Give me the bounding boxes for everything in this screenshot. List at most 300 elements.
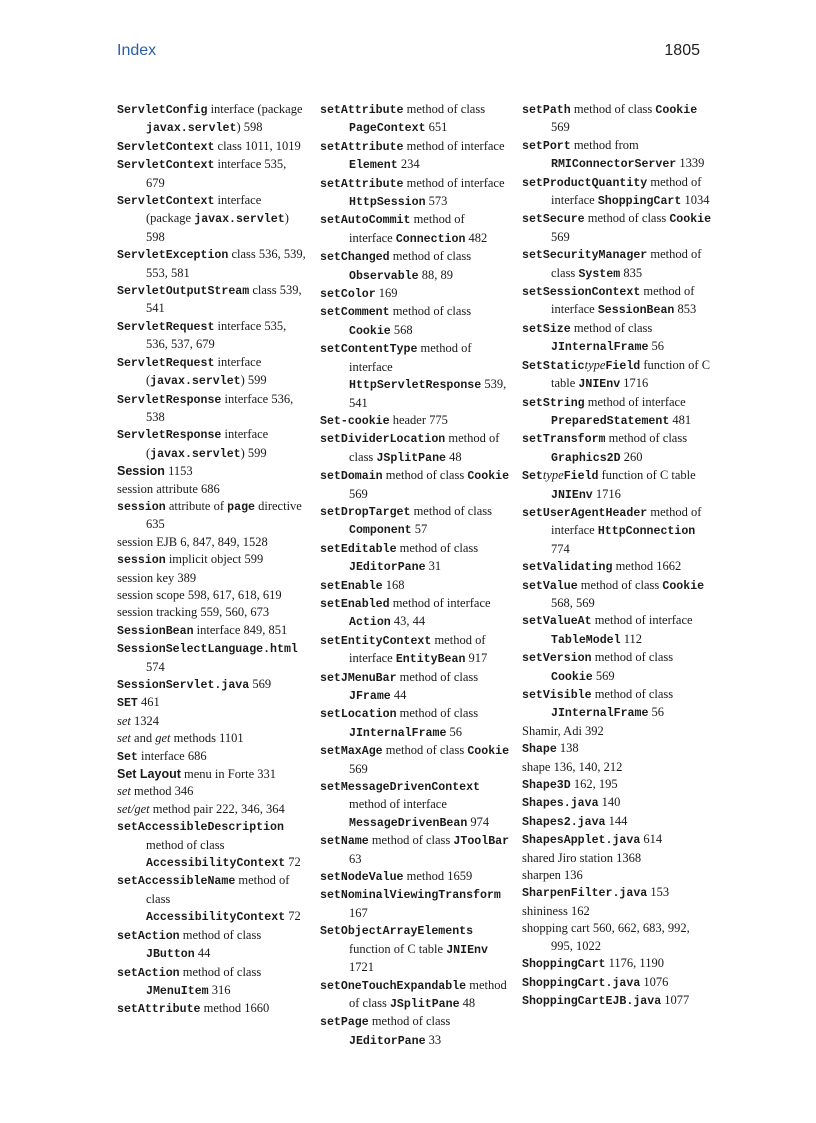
index-entry	[117, 318, 307, 354]
entry-text: method of class	[403, 102, 486, 116]
entry-text: session attribute 686	[117, 481, 220, 496]
italic-term: set	[117, 731, 131, 746]
entry-text: 1716	[592, 486, 621, 501]
index-entry	[117, 282, 307, 318]
index-entry	[320, 868, 510, 886]
entry-text: 917	[465, 651, 488, 666]
code-term: SET	[117, 697, 138, 711]
code-term: JToolBar	[453, 835, 510, 849]
code-term: Shape3D	[522, 779, 571, 793]
entry-text: shared Jiro station 1368	[522, 850, 642, 865]
index-entry	[522, 759, 712, 776]
entry-text: 569	[551, 120, 570, 135]
entry-text: 573	[425, 194, 448, 209]
index-entry	[117, 604, 307, 621]
entry-text: interface 536, 538	[146, 391, 294, 424]
entry-text: 539, 541	[349, 377, 507, 410]
index-entry	[522, 776, 712, 794]
index-entry	[522, 394, 712, 431]
code-term: ServletContext	[117, 140, 215, 154]
index-entry	[320, 832, 510, 868]
code-term: setOneTouchExpandable	[320, 979, 467, 993]
code-term: System	[578, 267, 621, 281]
entry-text: ) 598	[146, 211, 289, 244]
entry-text: 57	[411, 522, 428, 537]
index-entry	[522, 867, 712, 884]
code-term: javax.servlet	[194, 213, 285, 227]
entry-text: method of class	[382, 743, 468, 758]
entry-text: class 1011, 1019	[214, 138, 301, 153]
code-term: Set	[117, 750, 138, 764]
code-term: ServletOutputStream	[117, 285, 250, 299]
entry-text: interface 535, 679	[146, 157, 287, 190]
code-term: SetObjectArrayElements	[320, 925, 474, 939]
code-term: setPage	[320, 1016, 369, 1030]
index-entry	[117, 156, 307, 192]
index-entry	[320, 503, 510, 540]
entry-text: method of class	[570, 102, 656, 116]
index-entry	[522, 649, 712, 686]
code-term: JEditorPane	[349, 561, 426, 575]
entry-text: interface (package	[146, 193, 262, 226]
entry-text: method of interface	[349, 341, 472, 374]
code-term: javax.servlet	[150, 447, 241, 461]
entry-text: 1324	[130, 713, 160, 728]
entry-text: menu in Forte 331	[180, 767, 277, 782]
index-entry	[522, 955, 712, 973]
index-entry	[117, 622, 307, 640]
entry-text: 1339	[676, 156, 705, 171]
index-entry	[117, 463, 307, 480]
entry-text: ) 599	[240, 373, 267, 388]
entry-text: 48	[459, 995, 476, 1010]
entry-text: 167	[349, 905, 368, 920]
index-entry	[320, 632, 510, 669]
index-entry	[117, 426, 307, 463]
entry-text: 169	[375, 286, 398, 301]
code-term: AccessibilityContext	[146, 911, 286, 925]
entry-text: method of interface	[403, 138, 505, 153]
index-entry	[522, 723, 712, 740]
code-term: SessionSelectLanguage.html	[117, 643, 298, 657]
entry-text: 234	[397, 157, 420, 172]
index-entry	[522, 740, 712, 758]
entry-text: 1076	[640, 974, 669, 989]
code-term: EntityBean	[395, 653, 466, 667]
italic-term: get	[155, 731, 171, 746]
entry-text: method of interface	[551, 174, 702, 208]
entry-text: ) 598	[236, 120, 263, 135]
entry-text: 1721	[349, 960, 374, 975]
index-entry	[522, 101, 712, 137]
entry-text: interface 686	[137, 748, 207, 763]
entry-text: 31	[425, 559, 442, 574]
index-entry	[320, 101, 510, 138]
code-term: JMenuItem	[146, 984, 209, 998]
entry-text: method of class	[570, 320, 653, 335]
code-term: setNodeValue	[320, 871, 404, 885]
index-entry	[117, 570, 307, 587]
entry-text: method of interface	[584, 394, 686, 409]
entry-text: 48	[446, 449, 462, 464]
code-term: javax.servlet	[146, 122, 237, 136]
entry-text: method of class	[389, 304, 472, 319]
entry-text: method of class	[410, 503, 493, 518]
code-term: setProductQuantity	[522, 176, 648, 190]
code-term: SessionServlet.java	[117, 679, 250, 692]
entry-text: interface 535, 536, 537, 679	[146, 318, 287, 352]
code-term: setValueAt	[522, 615, 592, 629]
code-term: ServletResponse	[117, 429, 222, 443]
code-term: HttpConnection	[597, 525, 696, 539]
code-term: Set-cookie	[320, 414, 390, 428]
entry-text: method 1659	[403, 869, 473, 884]
index-entry	[117, 676, 307, 694]
entry-text: 569	[349, 761, 368, 776]
entry-text: sharpen 136	[522, 868, 583, 883]
code-term: setEnable	[320, 579, 383, 593]
entry-text: function of C table	[598, 468, 696, 483]
entry-text: 138	[556, 741, 579, 756]
code-term: RMIConnectorServer	[551, 158, 677, 172]
entry-text: method of interface	[591, 613, 693, 628]
entry-text: 774	[551, 541, 570, 556]
index-entry	[522, 850, 712, 867]
entry-text: method from	[570, 137, 639, 152]
index-entry	[117, 354, 307, 391]
entry-text: 568	[390, 322, 413, 337]
index-entry	[117, 713, 307, 730]
code-term: Component	[349, 524, 412, 538]
entry-text: interface (	[146, 354, 262, 388]
index-entry	[522, 430, 712, 467]
code-term: setAttribute	[320, 177, 404, 191]
entry-text: 162, 195	[570, 777, 618, 792]
code-term: Cookie	[467, 745, 510, 759]
code-term: setDividerLocation	[320, 433, 446, 447]
index-entry	[522, 137, 712, 174]
entry-text: shininess 162	[522, 903, 590, 918]
code-term: Cookie	[551, 670, 593, 684]
index-entry	[320, 778, 510, 832]
index-column-2	[320, 101, 510, 1050]
index-entry	[522, 467, 712, 504]
entry-text: and	[130, 731, 156, 746]
index-entry	[522, 283, 712, 320]
entry-text: 63	[349, 851, 362, 866]
code-term: setValue	[522, 579, 578, 593]
index-entry	[117, 783, 307, 800]
index-entry	[320, 577, 510, 595]
entry-text: 482	[465, 230, 488, 245]
code-term: HttpSession	[349, 196, 426, 210]
code-term: setNominalViewingTransform	[320, 889, 501, 903]
index-entry	[522, 884, 712, 902]
code-term: PreparedStatement	[551, 414, 670, 428]
entry-text: 44	[390, 688, 407, 702]
index-entry	[522, 577, 712, 613]
code-term: SessionBean	[117, 624, 194, 638]
code-term: JNIEnv	[446, 943, 488, 957]
index-entry	[117, 551, 307, 569]
index-entry	[117, 1000, 307, 1018]
index-entry	[320, 285, 510, 303]
italic-term: set	[117, 713, 131, 728]
index-entry	[522, 831, 712, 849]
code-term: ServletRequest	[117, 356, 215, 370]
code-term: JSplitPane	[376, 451, 447, 465]
index-entry	[522, 246, 712, 283]
index-entry	[117, 534, 307, 551]
code-term: ServletConfig	[117, 104, 208, 117]
index-entry	[522, 612, 712, 649]
entry-text: method of class	[551, 247, 702, 280]
entry-text: session tracking 559, 560, 673	[117, 605, 270, 620]
entry-text: 56	[648, 705, 665, 720]
entry-text: 88, 89	[418, 267, 453, 282]
code-term: Set	[522, 470, 543, 484]
index-entry	[522, 686, 712, 723]
code-term: Action	[349, 616, 391, 630]
code-term: AccessibilityContext	[146, 857, 286, 871]
index-entry	[522, 813, 712, 831]
index-entry	[522, 974, 712, 992]
entry-text: method of class	[349, 977, 507, 1010]
entry-text: 1153	[164, 464, 193, 479]
index-column-3	[522, 101, 712, 1010]
code-term: setColor	[320, 288, 376, 302]
index-entry	[117, 818, 307, 872]
italic-term: type	[542, 468, 564, 483]
entry-text: interface 849, 851	[193, 622, 288, 637]
entry-text: session scope 598, 617, 618, 619	[117, 587, 282, 602]
index-entry	[117, 101, 307, 138]
entry-text: 835	[620, 265, 643, 280]
code-term: setLocation	[320, 708, 397, 722]
entry-text: 168	[382, 577, 405, 592]
index-entry	[320, 922, 510, 976]
code-term: TableModel	[551, 633, 621, 647]
code-term: ShoppingCartEJB.java	[522, 994, 662, 1008]
index-entry	[117, 927, 307, 964]
code-term: JInternalFrame	[349, 726, 447, 740]
entry-text: function of C table	[551, 357, 711, 391]
code-term: Cookie	[655, 104, 698, 117]
code-term: ServletContext	[117, 195, 215, 209]
entry-text: 33	[425, 1032, 442, 1047]
code-term: setDropTarget	[320, 505, 411, 519]
code-term: JInternalFrame	[551, 341, 649, 355]
index-entry	[522, 920, 712, 955]
entry-text: method of class	[591, 687, 674, 701]
index-entry	[117, 498, 307, 534]
code-term: ShapesApplet.java	[522, 834, 641, 848]
entry-text: method of class	[349, 431, 500, 464]
entry-text: header 775	[389, 412, 448, 427]
entry-text: 1034	[681, 193, 710, 208]
code-term: setAttribute	[320, 104, 404, 117]
code-term: SessionBean	[597, 304, 675, 318]
entry-text: method 1660	[200, 1001, 270, 1016]
entry-text: method of class	[605, 431, 688, 446]
code-term: session	[117, 554, 166, 568]
code-term: setAccessibleDescription	[117, 821, 284, 835]
code-term: ServletContext	[117, 159, 215, 173]
code-term: Cookie	[662, 579, 705, 593]
index-entry	[522, 504, 712, 558]
index-entry	[117, 391, 307, 427]
code-term: JFrame	[349, 690, 391, 703]
entry-text: method of interface	[349, 212, 465, 245]
index-entry	[117, 730, 307, 747]
index-entry	[320, 412, 510, 430]
code-term: setMaxAge	[320, 745, 383, 759]
code-term: Field	[605, 359, 641, 373]
entry-text: 44	[194, 946, 211, 961]
code-term: Shape	[522, 743, 557, 757]
index-entry	[117, 640, 307, 676]
index-column-1	[117, 101, 307, 1019]
index-entry	[117, 192, 307, 246]
index-entry	[320, 430, 510, 467]
index-entry	[522, 357, 712, 394]
code-term: JInternalFrame	[551, 707, 649, 721]
entry-text: method of class	[146, 873, 290, 906]
bold-term: Set Layout	[117, 767, 181, 782]
entry-text: function of C table	[349, 941, 447, 956]
code-term: setTransform	[522, 433, 606, 447]
entry-text: directive 635	[146, 498, 302, 532]
code-term: Connection	[395, 232, 466, 246]
entry-text: 1176, 1190	[605, 956, 664, 971]
index-entry	[522, 320, 712, 357]
code-term: setPort	[522, 139, 571, 153]
index-entry	[117, 801, 307, 818]
page-number: 1805	[664, 42, 700, 59]
entry-text: method 1662	[612, 559, 682, 574]
code-term: javax.servlet	[150, 375, 241, 389]
entry-text: 153	[647, 885, 670, 900]
entry-text: attribute of	[165, 498, 228, 513]
code-term: ServletException	[117, 249, 229, 263]
entry-text: method of interface	[551, 504, 702, 538]
code-term: JNIEnv	[551, 488, 593, 502]
code-term: session	[117, 500, 166, 514]
code-term: setName	[320, 835, 369, 849]
code-term: ShoppingCart	[522, 958, 606, 972]
entry-text: 72	[285, 909, 301, 924]
entry-text: 569	[249, 677, 272, 691]
entry-text: implicit object 599	[165, 552, 264, 567]
code-term: setAttribute	[117, 1003, 201, 1017]
code-term: setDomain	[320, 470, 383, 484]
entry-text: 974	[467, 814, 490, 829]
bold-term: Session	[117, 464, 165, 479]
index-entry	[522, 903, 712, 920]
entry-text: method of interface	[389, 595, 491, 610]
index-entry	[320, 467, 510, 503]
italic-term: set	[117, 784, 131, 799]
index-entry	[117, 766, 307, 783]
index-entry	[522, 992, 712, 1010]
entry-text: method of class	[396, 540, 479, 555]
index-entry	[522, 558, 712, 576]
index-entry	[117, 246, 307, 282]
code-term: ShoppingCart	[597, 195, 682, 209]
entry-text: 72	[285, 855, 301, 870]
entry-text: 651	[425, 120, 448, 135]
code-term: PageContext	[349, 122, 426, 136]
code-term: Graphics2D	[551, 451, 621, 465]
code-term: setComment	[320, 306, 390, 320]
entry-text: interface (package	[207, 102, 303, 116]
code-term: Shapes2.java	[522, 815, 606, 829]
entry-text: 260	[620, 449, 643, 464]
entry-text: method of interface	[403, 175, 505, 190]
code-term: setAutoCommit	[320, 214, 411, 228]
entry-text: method of class	[146, 837, 225, 852]
code-term: JNIEnv	[578, 378, 621, 392]
code-term: JButton	[146, 948, 195, 962]
entry-text: method 346	[130, 784, 194, 799]
code-term: setSessionContext	[522, 286, 641, 300]
entry-text: 569	[592, 668, 615, 683]
code-term: MessageDrivenBean	[349, 816, 468, 830]
entry-text: method of interface	[349, 797, 447, 812]
entry-text: Shamir, Adi 392	[522, 723, 604, 738]
code-term: setChanged	[320, 251, 390, 265]
italic-term: set/get	[117, 801, 150, 816]
code-term: setEditable	[320, 542, 397, 556]
index-entry	[117, 694, 307, 712]
code-term: Cookie	[467, 470, 510, 484]
entry-text: method of class	[396, 706, 479, 721]
index-entry	[117, 964, 307, 1001]
entry-text: 112	[620, 631, 642, 646]
code-term: setContentType	[320, 343, 418, 357]
entry-text: ) 599	[240, 445, 267, 460]
index-entry	[522, 174, 712, 211]
code-term: Element	[349, 159, 398, 173]
entry-text: 569	[551, 229, 570, 244]
code-term: setAttribute	[320, 140, 404, 154]
entry-text: 43, 44	[390, 614, 426, 629]
index-entry	[320, 211, 510, 248]
entry-text: method of class	[584, 211, 670, 226]
index-entry	[117, 872, 307, 926]
entry-text: 853	[674, 302, 697, 317]
index-entry	[320, 248, 510, 285]
code-term: setEnabled	[320, 597, 390, 611]
index-entry	[117, 138, 307, 156]
index-entry	[522, 210, 712, 246]
code-term: Cookie	[669, 213, 712, 227]
entry-text: method of class	[389, 249, 472, 264]
index-entry	[320, 540, 510, 577]
code-term: setMessageDrivenContext	[320, 781, 481, 795]
entry-text: 316	[208, 982, 231, 997]
index-entry	[320, 1013, 510, 1050]
entry-text: 56	[648, 339, 665, 354]
index-entry	[117, 481, 307, 498]
entry-text: method of class	[577, 577, 663, 592]
entry-text: methods 1101	[170, 731, 244, 746]
code-term: ServletRequest	[117, 320, 215, 334]
code-term: SharpenFilter.java	[522, 887, 648, 901]
index-entry	[320, 138, 510, 175]
index-entry	[320, 303, 510, 340]
section-title: Index	[117, 42, 157, 59]
